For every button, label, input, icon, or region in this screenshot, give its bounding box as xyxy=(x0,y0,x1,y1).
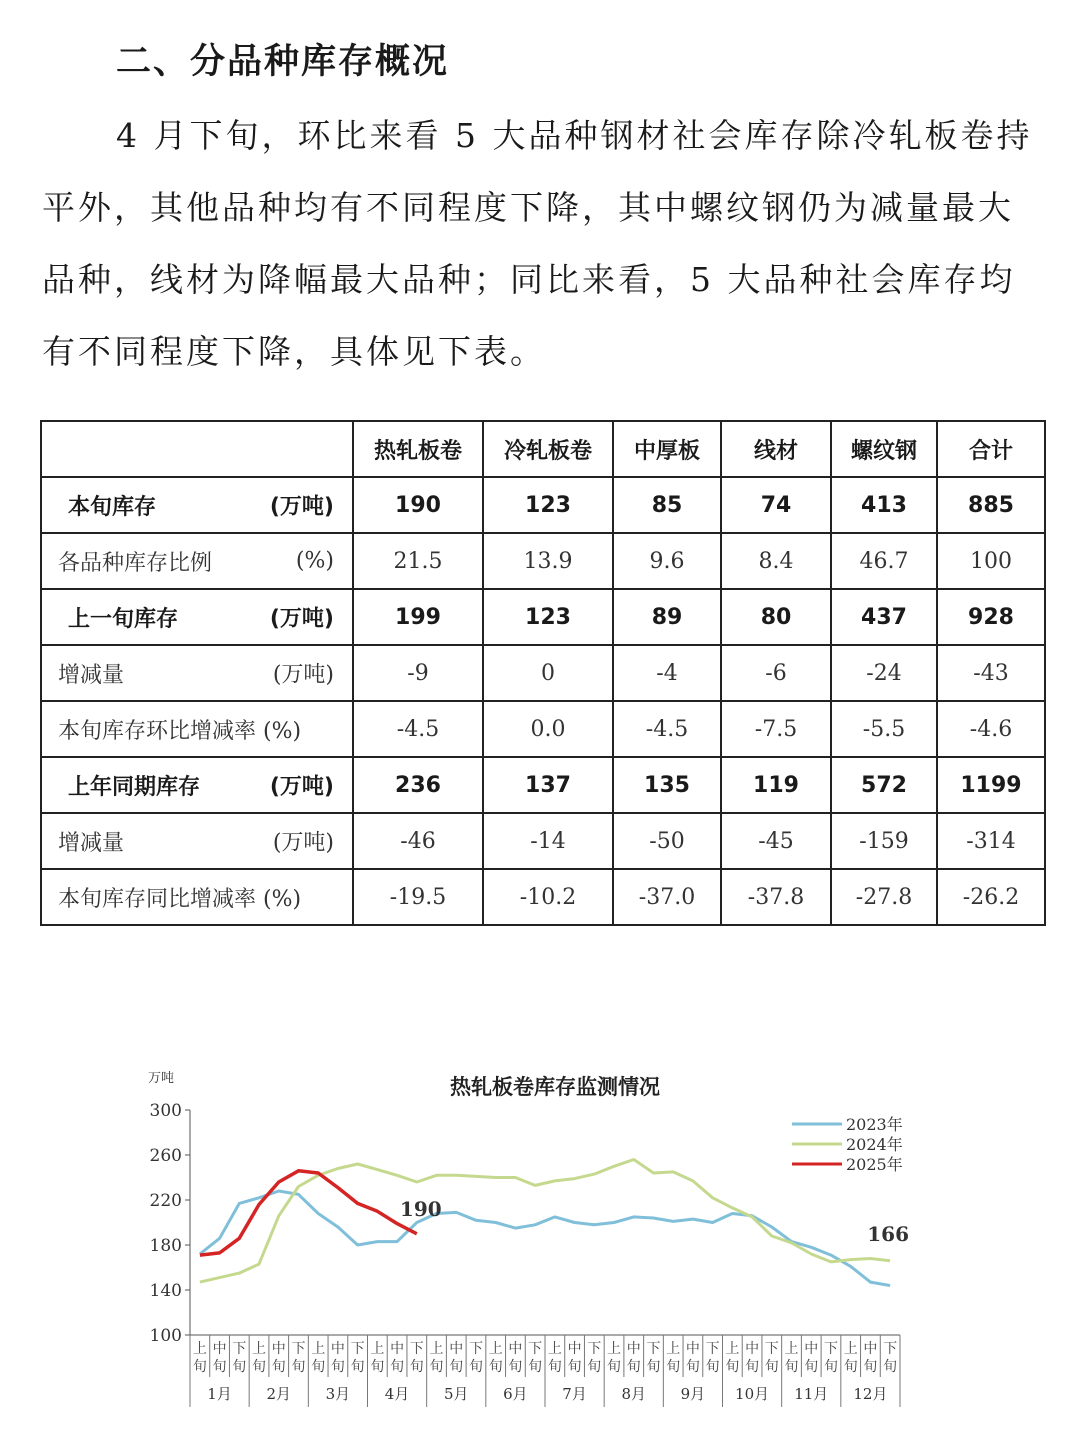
y-tick-label: 220 xyxy=(149,1191,182,1211)
x-tick-label: 下 xyxy=(646,1341,661,1357)
x-tick-label: 旬 xyxy=(468,1359,483,1375)
x-tick-label: 旬 xyxy=(725,1359,740,1375)
x-tick-label: 下 xyxy=(705,1341,720,1357)
table-header-cell: 合计 xyxy=(937,421,1045,477)
x-tick-label: 旬 xyxy=(666,1359,681,1375)
x-tick-label: 旬 xyxy=(192,1359,207,1375)
table-row xyxy=(41,869,1045,925)
x-tick-label: 旬 xyxy=(252,1359,267,1375)
table-cell: 85 xyxy=(613,477,721,533)
row-label-cell xyxy=(41,645,353,701)
table-header-cell: 线材 xyxy=(721,421,831,477)
x-tick-label: 中 xyxy=(804,1341,819,1357)
table-cell: 9.6 xyxy=(613,533,721,589)
paragraph-line: 4 月下旬，环比来看 5 大品种钢材社会库存除冷轧板卷持 xyxy=(116,116,1033,155)
table-cell: 236 xyxy=(353,757,483,813)
x-month-label: 6月 xyxy=(503,1385,528,1403)
table-cell: -159 xyxy=(831,813,937,869)
row-unit: (万吨) xyxy=(272,662,334,688)
y-tick-label: 100 xyxy=(149,1326,182,1346)
x-tick-label: 下 xyxy=(764,1341,779,1357)
x-tick-label: 上 xyxy=(429,1341,444,1357)
x-month-label: 3月 xyxy=(325,1385,351,1403)
x-month-label: 1月 xyxy=(207,1385,232,1403)
x-tick-label: 中 xyxy=(449,1341,464,1357)
paragraph-line: 平外，其他品种均有不同程度下降，其中螺纹钢仍为减量最大 xyxy=(42,188,1014,227)
x-tick-label: 旬 xyxy=(764,1359,779,1375)
x-tick-label: 旬 xyxy=(330,1359,345,1375)
x-tick-label: 旬 xyxy=(567,1359,582,1375)
x-tick-label: 旬 xyxy=(745,1359,760,1375)
paragraph-line: 品种，线材为降幅最大品种；同比来看，5 大品种社会库存均 xyxy=(42,260,1016,299)
x-tick-label: 旬 xyxy=(409,1359,424,1375)
table-cell: -9 xyxy=(353,645,483,701)
x-tick-label: 上 xyxy=(784,1341,799,1357)
x-tick-label: 中 xyxy=(212,1341,227,1357)
table-row xyxy=(41,477,1045,533)
x-tick-label: 旬 xyxy=(823,1359,838,1375)
row-label-cell xyxy=(41,589,353,645)
x-month-label: 12月 xyxy=(853,1385,888,1403)
table-cell: 190 xyxy=(353,477,483,533)
table-cell: -4 xyxy=(613,645,721,701)
x-tick-label: 旬 xyxy=(429,1359,444,1375)
table-cell: 413 xyxy=(831,477,937,533)
table-cell: -37.0 xyxy=(613,869,721,925)
x-tick-label: 旬 xyxy=(488,1359,503,1375)
x-tick-label: 旬 xyxy=(508,1359,523,1375)
table-cell: -4.6 xyxy=(937,701,1045,757)
x-tick-label: 上 xyxy=(311,1341,326,1357)
x-tick-label: 下 xyxy=(468,1341,483,1357)
x-tick-label: 下 xyxy=(409,1341,424,1357)
x-month-label: 10月 xyxy=(735,1385,770,1403)
x-tick-label: 上 xyxy=(192,1341,207,1357)
x-tick-label: 上 xyxy=(725,1341,740,1357)
x-tick-label: 下 xyxy=(232,1341,247,1357)
y-tick-label: 140 xyxy=(149,1281,182,1301)
y-axis-unit: 万吨 xyxy=(148,1071,175,1086)
x-tick-label: 中 xyxy=(745,1341,760,1357)
legend-label: 2023年 xyxy=(846,1115,903,1134)
row-label: 上一旬库存 xyxy=(68,606,179,632)
x-tick-label: 上 xyxy=(252,1341,267,1357)
x-tick-label: 中 xyxy=(508,1341,523,1357)
table-cell: -5.5 xyxy=(831,701,937,757)
series-line-2023年 xyxy=(200,1191,890,1286)
section-heading: 二、分品种库存概况 xyxy=(116,42,450,82)
data-label-2025: 190 xyxy=(399,1196,442,1221)
table-cell: -27.8 xyxy=(831,869,937,925)
x-tick-label: 旬 xyxy=(350,1359,365,1375)
table-row xyxy=(41,645,1045,701)
table-cell: 46.7 xyxy=(831,533,937,589)
row-label-cell xyxy=(41,533,353,589)
table-cell: -43 xyxy=(937,645,1045,701)
table-cell: 123 xyxy=(483,477,613,533)
table-cell: -50 xyxy=(613,813,721,869)
x-tick-label: 下 xyxy=(823,1341,838,1357)
x-tick-label: 旬 xyxy=(311,1359,326,1375)
table-header-row xyxy=(41,421,1045,477)
x-tick-label: 下 xyxy=(883,1341,898,1357)
x-tick-label: 旬 xyxy=(804,1359,819,1375)
table-cell: -4.5 xyxy=(353,701,483,757)
x-tick-label: 旬 xyxy=(843,1359,858,1375)
table-row xyxy=(41,813,1045,869)
x-tick-label: 旬 xyxy=(607,1359,622,1375)
row-label-cell xyxy=(41,757,353,813)
x-month-label: 5月 xyxy=(443,1385,469,1403)
x-tick-label: 旬 xyxy=(705,1359,720,1375)
table-cell: -19.5 xyxy=(353,869,483,925)
legend-label: 2025年 xyxy=(846,1155,903,1174)
table-cell: 1199 xyxy=(937,757,1045,813)
table-cell: 74 xyxy=(721,477,831,533)
chart-title: 热轧板卷库存监测情况 xyxy=(450,1074,660,1099)
table-header-cell: 中厚板 xyxy=(613,421,721,477)
x-tick-label: 旬 xyxy=(528,1359,543,1375)
row-label-cell xyxy=(41,477,353,533)
x-tick-label: 上 xyxy=(488,1341,503,1357)
table-row xyxy=(41,701,1045,757)
table-cell: 137 xyxy=(483,757,613,813)
table-row xyxy=(41,589,1045,645)
data-label-2024: 166 xyxy=(867,1221,910,1246)
table-body xyxy=(41,477,1045,925)
row-label: 本旬库存同比增减率 (%) xyxy=(58,886,302,912)
table-cell: 100 xyxy=(937,533,1045,589)
x-month-label: 4月 xyxy=(384,1385,410,1403)
table-cell: -7.5 xyxy=(721,701,831,757)
x-tick-label: 中 xyxy=(330,1341,345,1357)
table-cell: -6 xyxy=(721,645,831,701)
table-cell: 80 xyxy=(721,589,831,645)
x-tick-label: 旬 xyxy=(685,1359,700,1375)
table-cell: 199 xyxy=(353,589,483,645)
row-unit: (万吨) xyxy=(269,494,334,520)
table-header-cell: 螺纹钢 xyxy=(831,421,937,477)
row-unit: (万吨) xyxy=(269,606,334,632)
table-cell: 437 xyxy=(831,589,937,645)
x-tick-label: 旬 xyxy=(587,1359,602,1375)
x-tick-label: 中 xyxy=(567,1341,582,1357)
paragraph-line: 有不同程度下降，具体见下表。 xyxy=(42,332,546,371)
x-tick-label: 旬 xyxy=(390,1359,405,1375)
table-header-cell: 冷轧板卷 xyxy=(483,421,613,477)
x-tick-label: 中 xyxy=(863,1341,878,1357)
x-tick-label: 旬 xyxy=(784,1359,799,1375)
x-tick-label: 中 xyxy=(271,1341,286,1357)
table-row xyxy=(41,757,1045,813)
x-tick-label: 上 xyxy=(666,1341,681,1357)
table-cell: -46 xyxy=(353,813,483,869)
table-cell: 119 xyxy=(721,757,831,813)
x-tick-label: 旬 xyxy=(449,1359,464,1375)
inventory-table xyxy=(40,420,1046,926)
table-cell: -10.2 xyxy=(483,869,613,925)
table-cell: 0 xyxy=(483,645,613,701)
table-cell: 135 xyxy=(613,757,721,813)
table-cell: 89 xyxy=(613,589,721,645)
x-month-label: 9月 xyxy=(680,1385,706,1403)
x-tick-label: 旬 xyxy=(271,1359,286,1375)
row-label: 本旬库存 xyxy=(68,494,157,520)
x-tick-label: 中 xyxy=(626,1341,641,1357)
y-tick-label: 260 xyxy=(149,1146,182,1166)
x-tick-label: 下 xyxy=(528,1341,543,1357)
row-label: 增减量 xyxy=(58,662,125,688)
x-tick-label: 旬 xyxy=(883,1359,898,1375)
table-cell: 885 xyxy=(937,477,1045,533)
x-tick-label: 上 xyxy=(607,1341,622,1357)
x-tick-label: 旬 xyxy=(626,1359,641,1375)
table-cell: 928 xyxy=(937,589,1045,645)
x-tick-label: 中 xyxy=(685,1341,700,1357)
y-tick-label: 180 xyxy=(149,1236,182,1256)
table-header-cell xyxy=(41,421,353,477)
row-label-cell xyxy=(41,813,353,869)
x-tick-label: 旬 xyxy=(547,1359,562,1375)
table-cell: -14 xyxy=(483,813,613,869)
x-tick-label: 旬 xyxy=(370,1359,385,1375)
row-unit: (万吨) xyxy=(272,830,334,856)
x-month-label: 7月 xyxy=(562,1385,587,1403)
x-tick-label: 上 xyxy=(370,1341,385,1357)
row-label-cell xyxy=(41,701,353,757)
x-tick-label: 旬 xyxy=(863,1359,878,1375)
row-label: 增减量 xyxy=(58,830,125,856)
x-tick-label: 下 xyxy=(350,1341,365,1357)
table-cell: 0.0 xyxy=(483,701,613,757)
x-tick-label: 旬 xyxy=(232,1359,247,1375)
summary-paragraph xyxy=(42,100,1042,388)
table-cell: -26.2 xyxy=(937,869,1045,925)
x-tick-label: 旬 xyxy=(646,1359,661,1375)
table-cell: -314 xyxy=(937,813,1045,869)
x-month-label: 2月 xyxy=(266,1385,292,1403)
x-tick-label: 旬 xyxy=(212,1359,227,1375)
row-label: 本旬库存环比增减率 (%) xyxy=(58,718,302,744)
x-tick-label: 上 xyxy=(547,1341,562,1357)
table-cell: -45 xyxy=(721,813,831,869)
legend-label: 2024年 xyxy=(846,1135,903,1154)
table-cell: 572 xyxy=(831,757,937,813)
x-tick-label: 中 xyxy=(390,1341,405,1357)
row-label: 各品种库存比例 xyxy=(58,550,213,576)
row-unit: (万吨) xyxy=(269,774,334,800)
x-tick-label: 下 xyxy=(291,1341,306,1357)
table-cell: 123 xyxy=(483,589,613,645)
table-cell: 21.5 xyxy=(353,533,483,589)
row-label: 上年同期库存 xyxy=(68,774,201,800)
hot-rolled-coil-chart xyxy=(120,1060,920,1430)
y-tick-label: 300 xyxy=(149,1101,182,1121)
table-cell: -37.8 xyxy=(721,869,831,925)
x-month-label: 8月 xyxy=(621,1385,647,1403)
x-tick-label: 上 xyxy=(843,1341,858,1357)
x-month-label: 11月 xyxy=(794,1385,829,1403)
table-header-cell: 热轧板卷 xyxy=(353,421,483,477)
table-cell: -4.5 xyxy=(613,701,721,757)
table-row xyxy=(41,533,1045,589)
x-tick-label: 下 xyxy=(587,1341,602,1357)
row-unit: (%) xyxy=(295,548,334,574)
x-tick-label: 旬 xyxy=(291,1359,306,1375)
table-cell: 13.9 xyxy=(483,533,613,589)
table-cell: -24 xyxy=(831,645,937,701)
row-label-cell xyxy=(41,869,353,925)
table-cell: 8.4 xyxy=(721,533,831,589)
